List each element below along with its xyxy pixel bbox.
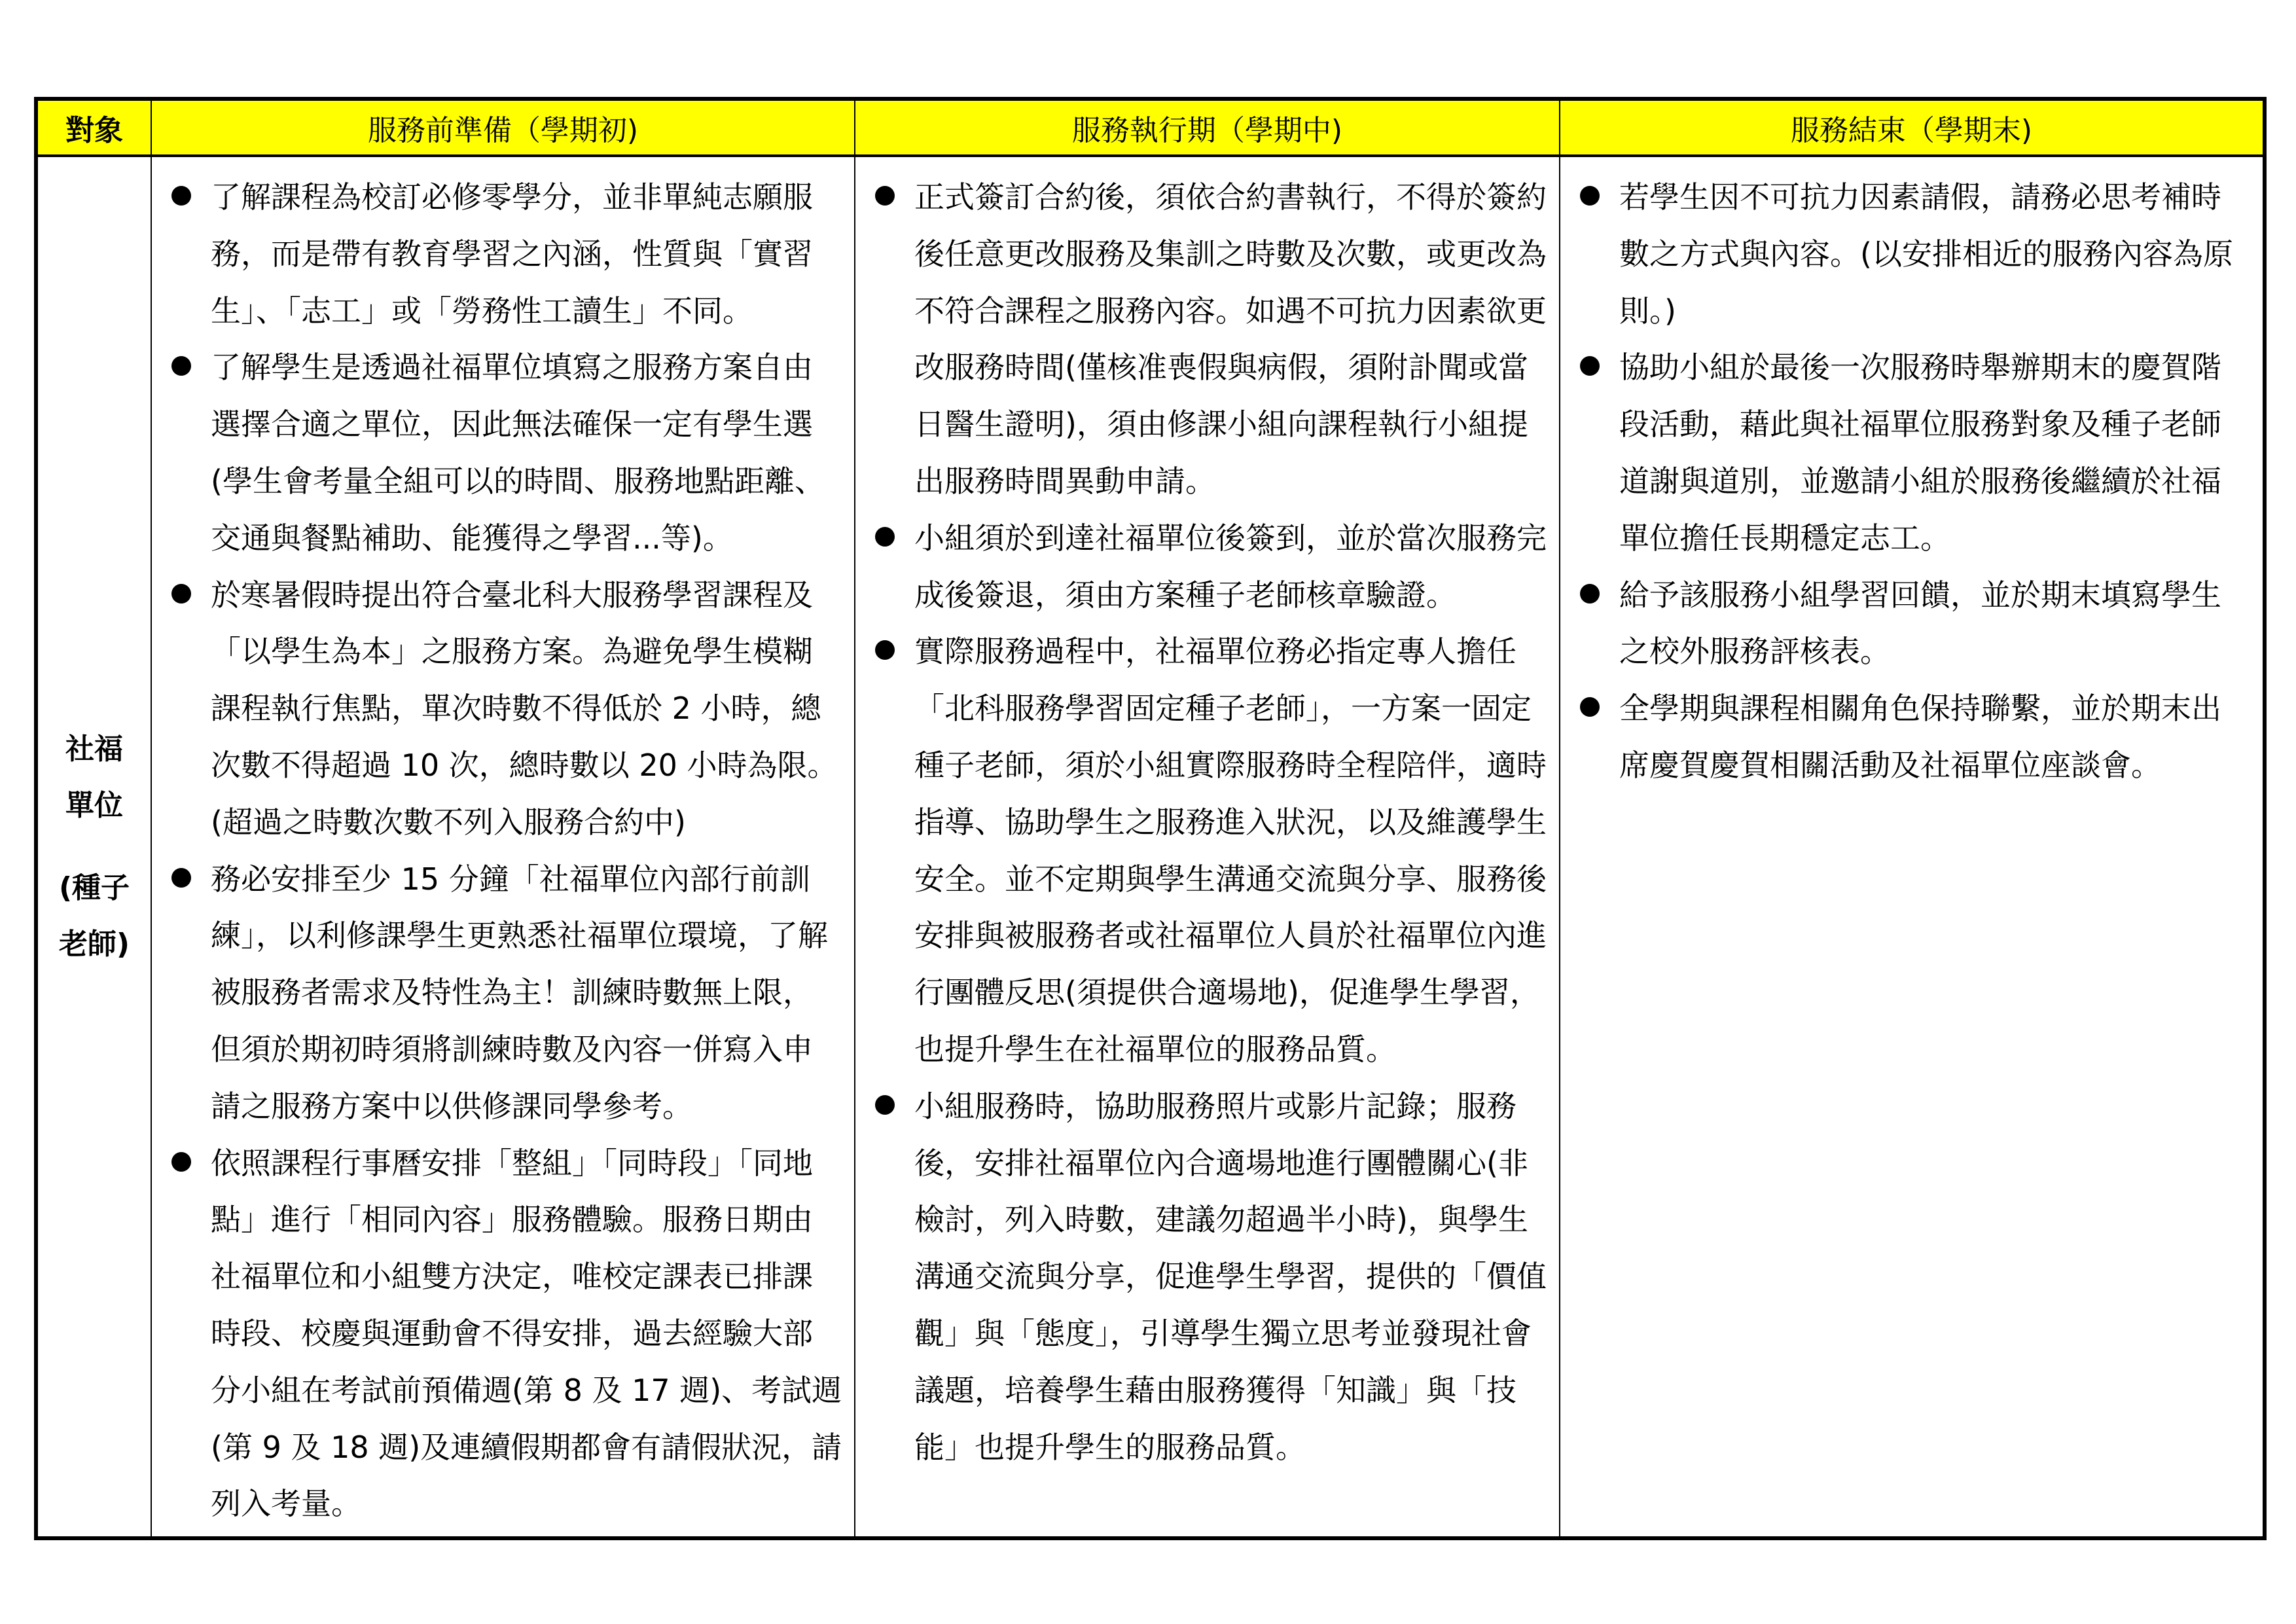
list-item [869,510,1547,624]
list-item-text: 若學生因不可抗力因素請假，請務必思考補時數之方式與內容。(以安排相近的服務內容為原則。) [1619,179,2233,329]
bullet-icon [875,527,895,547]
list-item [1573,339,2251,566]
target-line: 老師) [58,927,130,961]
list-item [165,1135,842,1533]
bullet-icon [1580,186,1600,206]
list-item-text: 了解學生是透過社福單位填寫之服務方案自由選擇合適之單位，因此無法確保一定有學生選(學生會考量全組可以的時間、服務地點距離、交通與餐點補助、能獲得之學習...等)。 [211,350,825,556]
bullet-icon [171,1152,191,1172]
header-before-service: 服務前準備（學期初) [151,99,855,156]
list-item [869,1078,1547,1476]
before-service-list [165,169,842,1532]
list-item-text: 於寒暑假時提出符合臺北科大服務學習課程及「以學生為本」之服務方案。為避免學生模糊課程執行焦點，單次時數不得低於 2 小時，總次數不得超過 10 次，總時數以 20 小時為限。(超過之時數次數不列入服務合約中) [211,577,838,840]
list-item-text: 實際服務過程中，社福單位務必指定專人擔任「北科服務學習固定種子老師」，一方案一固定種子老師，須於小組實際服務時全程陪伴，適時指導、協助學生之服務進入狀況，以及維護學生安全。並不定期與學生溝通交流與分享、服務後安排與被服務者或社福單位人員於社福單位內進行團體反思(須提供合適場地)，促進學生學習，也提升學生在社福單位的服務品質。 [914,634,1547,1067]
bullet-icon [171,868,191,888]
list-item-text: 全學期與課程相關角色保持聯繫，並於期末出席慶賀慶賀相關活動及社福單位座談會。 [1619,691,2221,783]
list-item [165,169,842,339]
list-item [1573,680,2251,794]
header-target: 對象 [36,99,151,156]
bullet-icon [875,640,895,660]
header-row [36,99,2265,156]
before-service-cell [151,156,855,1538]
list-item [165,567,842,851]
bullet-icon [875,186,895,206]
target-line: (種子 [58,871,130,905]
bullet-icon [1580,356,1600,376]
list-item [1573,169,2251,339]
after-service-cell [1560,156,2265,1538]
list-item [165,851,842,1135]
bullet-icon [1580,697,1600,717]
service-learning-table [34,97,2267,1540]
during-service-list [869,169,1547,1475]
list-item-text: 依照課程行事曆安排「整組」「同時段」「同地點」進行「相同內容」服務體驗。服務日期由社福單位和小組雙方決定，唯校定課表已排課時段、校慶與運動會不得安排，過去經驗大部分小組在考試前預備週(第 8 及 17 週)、考試週(第 9 及 18 週)及連續假期都會有請假狀況，請列入考量。 [211,1145,842,1522]
list-item [1573,567,2251,681]
body-row [36,156,2265,1538]
list-item-text: 小組須於到達社福單位後簽到，並於當次服務完成後簽退，須由方案種子老師核章驗證。 [914,520,1547,613]
header-after-service: 服務結束（學期末) [1560,99,2265,156]
list-item-text: 給予該服務小組學習回饋，並於期末填寫學生之校外服務評核表。 [1619,577,2221,670]
target-cell [36,156,151,1538]
target-line: 單位 [65,788,123,822]
list-item [869,623,1547,1077]
list-item-text: 了解課程為校訂必修零學分，並非單純志願服務，而是帶有教育學習之內涵，性質與「實習生」、「志工」或「勞務性工讀生」不同。 [211,179,813,329]
during-service-cell [855,156,1560,1538]
bullet-icon [1580,584,1600,604]
list-item [869,169,1547,510]
target-line: 社福 [65,732,123,766]
after-service-list [1573,169,2251,794]
bullet-icon [171,186,191,206]
bullet-icon [875,1095,895,1115]
list-item-text: 小組服務時，協助服務照片或影片記錄；服務後，安排社福單位內合適場地進行團體關心(非檢討，列入時數，建議勿超過半小時)，與學生溝通交流與分享，促進學生學習，提供的「價值觀」與「態度」，引導學生獨立思考並發現社會議題，培養學生藉由服務獲得「知識」與「技能」也提升學生的服務品質。 [914,1088,1547,1465]
list-item-text: 務必安排至少 15 分鐘「社福單位內部行前訓練」，以利修課學生更熟悉社福單位環境，了解被服務者需求及特性為主！訓練時數無上限，但須於期初時須將訓練時數及內容一併寫入申請之服務方案中以供修課同學參考。 [211,861,828,1124]
list-item-text: 協助小組於最後一次服務時舉辦期末的慶賀階段活動，藉此與社福單位服務對象及種子老師道謝與道別，並邀請小組於服務後繼續於社福單位擔任長期穩定志工。 [1619,350,2221,556]
list-item-text: 正式簽訂合約後，須依合約書執行，不得於簽約後任意更改服務及集訓之時數及次數，或更改為不符合課程之服務內容。如遇不可抗力因素欲更改服務時間(僅核准喪假與病假，須附訃聞或當日醫生證明)，須由修課小組向課程執行小組提出服務時間異動申請。 [914,179,1547,499]
bullet-icon [171,584,191,604]
bullet-icon [171,356,191,376]
header-during-service: 服務執行期（學期中) [855,99,1560,156]
list-item [165,339,842,566]
